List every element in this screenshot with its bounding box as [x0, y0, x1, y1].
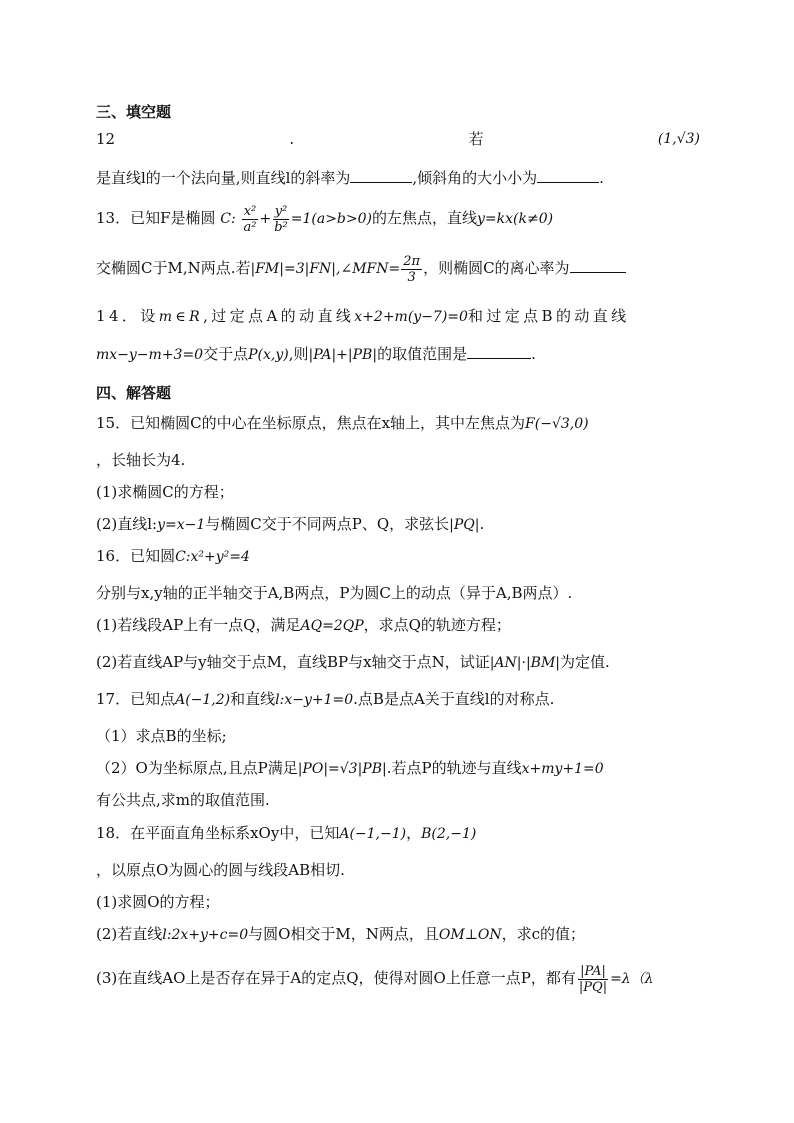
text: 为定值.	[560, 653, 610, 671]
text: .点B是点A关于直线l的对称点.	[353, 690, 555, 708]
question-14-line-2	[96, 342, 700, 366]
math-expr: AQ=2QP	[300, 618, 364, 634]
question-15-line-2: ，长轴长为4.	[96, 451, 186, 469]
math-expr: l:x−y+1=0	[275, 692, 354, 708]
question-15-part-2	[96, 513, 700, 536]
denominator: a²	[243, 219, 257, 235]
math-expr: |PQ|	[449, 517, 480, 533]
text: ，求c的值；	[501, 925, 586, 943]
question-17-part-1: （1）求点B的坐标;	[96, 727, 227, 745]
answer-blank	[467, 342, 531, 359]
text: .	[599, 169, 604, 187]
text: 与圆O相交于M，N两点，且	[248, 925, 439, 943]
text: .若点P的轨迹与直线	[386, 759, 522, 777]
text: 的左焦点，直线	[372, 209, 478, 227]
text: .	[479, 515, 485, 533]
text: （2）O为坐标原点,且点P满足	[96, 759, 298, 777]
math-expr: C:x²+y²=4	[175, 549, 250, 565]
math-expr: y=kx(k≠0)	[477, 211, 554, 227]
question-12-line-1	[96, 128, 700, 150]
fraction	[242, 204, 259, 235]
text: 交椭圆C于M,N两点.若	[96, 259, 251, 277]
math-expr: B(2,−1)	[421, 826, 477, 842]
text: ，	[406, 824, 422, 842]
math-expr: =1(a>b>0)	[290, 211, 372, 227]
text: 交于点	[203, 345, 249, 363]
question-13-line-1	[96, 200, 700, 236]
question-18-part-2	[96, 923, 700, 946]
math-expr: |FM|=3|FN|,∠MFN=	[250, 261, 401, 277]
question-16-line-1	[96, 545, 700, 568]
text: ,过定点A的动直线	[203, 307, 355, 325]
question-17-part-2	[96, 757, 700, 780]
question-18-line-2: ，以原点O为圆心的圆与线段AB相切.	[96, 861, 345, 879]
math-expr: mx−y−m+3=0	[96, 347, 204, 363]
fraction	[272, 204, 290, 235]
math-expr: x+2+m(y−7)=0	[354, 309, 468, 325]
text: 17．已知点	[96, 690, 176, 708]
text: ,则	[288, 345, 309, 363]
math-expr: P(x,y)	[248, 347, 289, 363]
numerator: y²	[274, 203, 288, 219]
answer-blank	[350, 166, 412, 183]
text: 13．已知F是椭圆	[96, 209, 216, 227]
question-16-line-2: 分别与x,y轴的正半轴交于A,B两点，P为圆C上的动点（异于A,B两点）.	[96, 584, 573, 602]
math-expr: m∈R	[158, 309, 204, 325]
question-14-line-1	[96, 305, 700, 328]
text: .	[531, 345, 536, 363]
text: ，则椭圆C的离心率为	[423, 259, 570, 277]
text: 和直线	[230, 690, 276, 708]
text: 14．设	[96, 307, 159, 325]
math-expr: +	[259, 211, 272, 227]
numerator: 2π	[403, 253, 421, 269]
section-title-solve: 四、解答题	[96, 384, 172, 402]
fraction	[577, 964, 609, 995]
question-12-line-2	[96, 166, 700, 189]
math-expr: OM⊥ON	[438, 927, 502, 943]
math-expr: |PA|+|PB|	[308, 347, 378, 363]
question-17-line-1	[96, 688, 700, 711]
question-16-part-2	[96, 651, 700, 674]
fraction	[401, 254, 422, 285]
question-18-part-1: (1)求圆O的方程；	[96, 893, 220, 911]
question-15-line-1	[96, 412, 700, 435]
numerator: x²	[243, 203, 257, 219]
text: 和过定点B的动直线	[467, 307, 630, 325]
math-expr: x+my+1=0	[521, 761, 604, 777]
text: 16．已知圆	[96, 547, 176, 565]
text: 是直线l的一个法向量,则直线l的斜率为	[96, 169, 351, 187]
denominator: b²	[274, 219, 288, 235]
math-expr: F(−√3,0)	[525, 416, 589, 432]
question-17-part-2-cont: 有公共点,求m的取值范围.	[96, 791, 270, 809]
numerator: |PA|	[580, 963, 606, 979]
text: 18．在平面直角坐标系xOy中，已知	[96, 824, 340, 842]
denominator: 3	[407, 269, 416, 285]
text: ，求点Q的轨迹方程；	[363, 616, 511, 634]
section-title-fill-in: 三、填空题	[96, 103, 172, 121]
answer-blank	[570, 256, 626, 273]
text: (1)若线段AP上有一点Q，满足	[96, 616, 301, 634]
math-expr: l:2x+y+c=0	[162, 927, 249, 943]
normal-vector: (1,√3)	[657, 131, 700, 147]
text: (2)若直线	[96, 925, 163, 943]
text: (2)若直线AP与y轴交于点M，直线BP与x轴交于点N，试证	[96, 653, 490, 671]
answer-blank	[537, 166, 599, 183]
question-18-line-1	[96, 822, 700, 845]
text: (2)直线l:	[96, 515, 158, 533]
question-18-part-3	[96, 958, 700, 998]
math-expr: |PO|=√3|PB|	[297, 761, 387, 777]
question-16-part-1	[96, 614, 700, 637]
math-expr: =λ（λ	[610, 971, 654, 987]
question-15-part-1: (1)求椭圆C的方程；	[96, 483, 234, 501]
text: 的取值范围是	[377, 345, 468, 363]
denominator: |PQ|	[578, 979, 608, 995]
dot: .	[289, 130, 295, 148]
text: (3)在直线AO上是否存在异于A的定点Q，使得对圆O上任意一点P，都有	[96, 969, 576, 987]
question-number: 12	[96, 130, 116, 148]
math-expr: y=x−1	[157, 517, 206, 533]
math-expr: A(−1,−1)	[339, 826, 407, 842]
text: 与椭圆C交于不同两点P、Q，求弦长	[205, 515, 450, 533]
text: ,倾斜角的大小小为	[412, 169, 538, 187]
question-13-line-2	[96, 250, 700, 286]
text: 15．已知椭圆C的中心在坐标原点，焦点在x轴上，其中左焦点为	[96, 414, 526, 432]
math-expr: C:	[220, 211, 236, 227]
math-expr: |AN|·|BM|	[489, 655, 561, 671]
math-expr: A(−1,2)	[175, 692, 231, 708]
word-if: 若	[468, 130, 484, 148]
